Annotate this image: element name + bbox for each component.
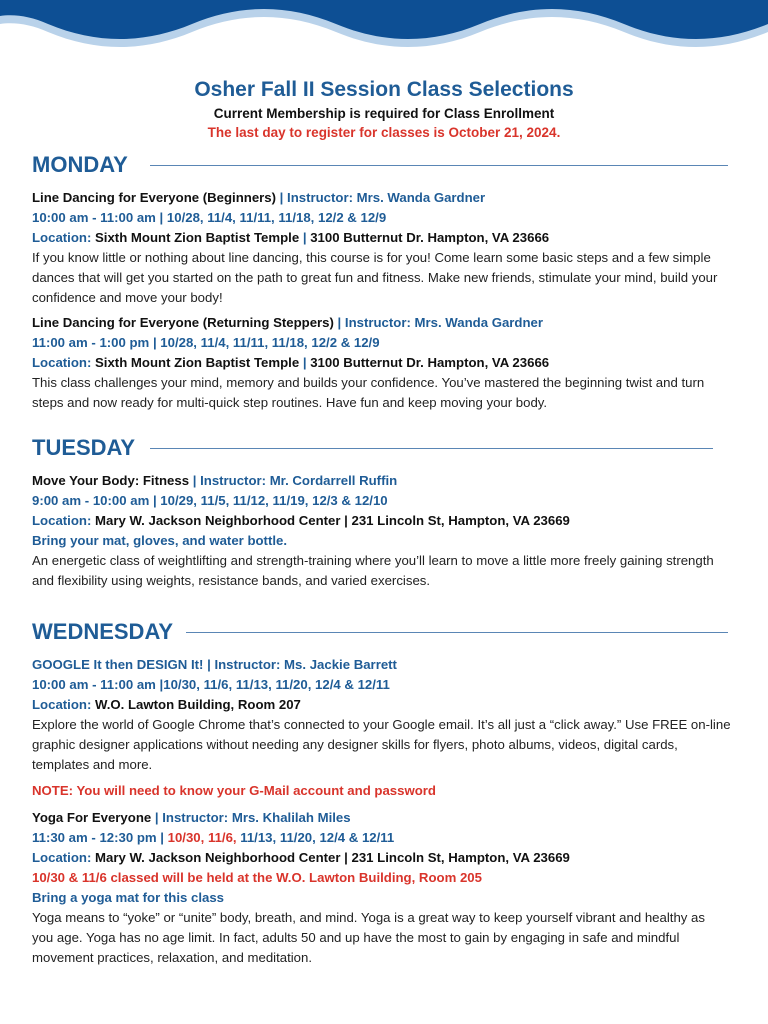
class-title: Yoga For Everyone [32,810,152,825]
class-instructor: Instructor: Mrs. Wanda Gardner [287,190,486,205]
class-location: Mary W. Jackson Neighborhood Center | 231 Lincoln St, Hampton, VA 23669 [95,513,570,528]
class-line-dancing-returning: Line Dancing for Everyone (Returning Steppers) | Instructor: Mrs. Wanda Gardner 11:00 am - 1:00 pm | 10/28, 11/4, 11/11, 11/18, 12/2 & 12/9 Location: Sixth Mount Zion Baptist Temple | 3100 Butternut Dr. Hampton, VA 23666 This class challenges your mind, memory and builds your confidence. You’ve mastered the beginning twist and turn steps and now ready for multi-quick step routines. Have fun and keep moving your body. [32,313,732,413]
class-title: Move Your Body: Fitness [32,473,190,488]
class-yoga: Yoga For Everyone | Instructor: Mrs. Khalilah Miles 11:30 am - 12:30 pm | 10/30, 11/6, 11/13, 11/20, 12/4 & 12/11 Location: Mary W. Jackson Neighborhood Center | 231 Lincoln St, Hampton, VA 23669 10/30 & 11/6 classed will be held at the W.O. Lawton Building, Room 205 Bring a yoga mat for this class Yoga means to “yoke” or “unite” body, breath, and mind. Yoga is a great way to keep yourself vibrant and healthy as you age. Yoga has no age limit. In fact, adults 50 and up have the most to gain by engaging in safe and mindful movement practices, relaxation, and meditation. [32,808,732,968]
day-heading-wednesday [32,617,702,647]
class-requirements: Bring your mat, gloves, and water bottle. [32,533,287,548]
note-gmail: NOTE: You will need to know your G-Mail account and password [32,783,436,798]
location-change-alert: 10/30 & 11/6 classed will be held at the W.O. Lawton Building, Room 205 [32,870,482,885]
class-schedule: 10:00 am - 11:00 am |10/30, 11/6, 11/13, 11/20, 12/4 & 12/11 [32,677,390,692]
wave-banner [0,0,768,60]
day-label: MONDAY [32,152,128,177]
class-description: An energetic class of weightlifting and strength-training where you’ll learn to move a little more freely gaining strength and flexibility using weights, resistance bands, and varied exercises. [32,553,714,588]
page-header [0,76,768,142]
divider [150,448,713,449]
class-fitness: Move Your Body: Fitness | Instructor: Mr. Cordarrell Ruffin 9:00 am - 10:00 am | 10/29, 11/5, 11/12, 11/19, 12/3 & 12/10 Location: Mary W. Jackson Neighborhood Center | 231 Lincoln St, Hampton, VA 23669 Bring your mat, gloves, and water bottle. An energetic class of weightlifting and strength-training where you’ll learn to move a little more freely gaining strength and flexibility using weights, resistance bands, and varied exercises. [32,471,732,591]
class-description: This class challenges your mind, memory and builds your confidence. You’ve mastered the beginning twist and turn steps and now ready for multi-quick step routines. Have fun and keep moving your body. [32,375,705,410]
divider [186,632,728,633]
class-address: 3100 Butternut Dr. Hampton, VA 23666 [310,230,550,245]
class-instructor: Instructor: Mrs. Khalilah Miles [162,810,351,825]
day-heading-tuesday [32,433,702,463]
class-title: Line Dancing for Everyone (Beginners) [32,190,277,205]
class-instructor: Instructor: Mrs. Wanda Gardner [344,315,544,330]
divider [150,165,728,166]
class-location: W.O. Lawton Building, Room 207 [95,697,301,712]
membership-note: Current Membership is required for Class Enrollment [213,106,555,121]
class-location: Mary W. Jackson Neighborhood Center | 231 Lincoln St, Hampton, VA 23669 [95,850,570,865]
class-google-design: GOOGLE It then DESIGN It! | Instructor: Ms. Jackie Barrett 10:00 am - 11:00 am |10/30, 11/6, 11/13, 11/20, 12/4 & 12/11 Location: W.O. Lawton Building, Room 207 Explore the world of Google Chrome that’s connected to your Google email. It’s all just a “click away.” Use FREE on-line graphic designer applications without needing any designer skills for flyers, photo albums, videos, digital cards, templates and more. [32,655,732,775]
class-location: Sixth Mount Zion Baptist Temple [95,355,300,370]
class-line-dancing-beginners: Line Dancing for Everyone (Beginners) | Instructor: Mrs. Wanda Gardner 10:00 am - 11:00 am | 10/28, 11/4, 11/11, 11/18, 12/2 & 12/9 Location: Sixth Mount Zion Baptist Temple | 3100 Butternut Dr. Hampton, VA 23666 If you know little or nothing about line dancing, this course is for you! Come learn some basic steps and a few simple dances that will get you started on the path to great fun and fitness. Make new friends, stimulate your mind, build your confidence and move your body! [32,188,732,308]
class-address: 3100 Butternut Dr. Hampton, VA 23666 [310,355,550,370]
registration-deadline: The last day to register for classes is October 21, 2024. [207,125,561,140]
day-label: WEDNESDAY [32,619,173,644]
class-schedule: 10:00 am - 11:00 am | 10/28, 11/4, 11/11, 11/18, 12/2 & 12/9 [32,210,387,225]
class-location: Sixth Mount Zion Baptist Temple [95,230,300,245]
class-title: Line Dancing for Everyone (Returning Steppers) [32,315,334,330]
class-title: GOOGLE It then DESIGN It! | Instructor: Ms. Jackie Barrett [32,657,397,672]
day-label: TUESDAY [32,435,136,460]
day-heading-monday [32,150,702,180]
class-schedule: 11:00 am - 1:00 pm | 10/28, 11/4, 11/11, 11/18, 12/2 & 12/9 [32,335,380,350]
class-description: Explore the world of Google Chrome that’s connected to your Google email. It’s all just a “click away.” Use FREE on-line graphic designer applications without needing any designer skills for flyers, photo albums, videos, digital cards, templates and more. [32,717,731,772]
page-title: Osher Fall II Session Class Selections [194,78,574,101]
class-instructor: Instructor: Mr. Cordarrell Ruffin [200,473,398,488]
class-description: Yoga means to “yoke” or “unite” body, breath, and mind. Yoga is a great way to keep yourself vibrant and healthy as you age. Yoga has no age limit. In fact, adults 50 and up have the most to gain by engaging in safe and mindful movement practices, relaxation, and meditation. [32,910,705,965]
class-requirements: Bring a yoga mat for this class [32,890,225,905]
class-description: If you know little or nothing about line dancing, this course is for you! Come learn some basic steps and a few simple dances that will get you started on the path to great fun and fitness. Make new friends, stimulate your mind, build your confidence and move your body! [32,250,718,305]
class-schedule: 11:30 am - 12:30 pm | [32,830,168,845]
class-schedule: 9:00 am - 10:00 am | 10/29, 11/5, 11/12, 11/19, 12/3 & 12/10 [32,493,388,508]
